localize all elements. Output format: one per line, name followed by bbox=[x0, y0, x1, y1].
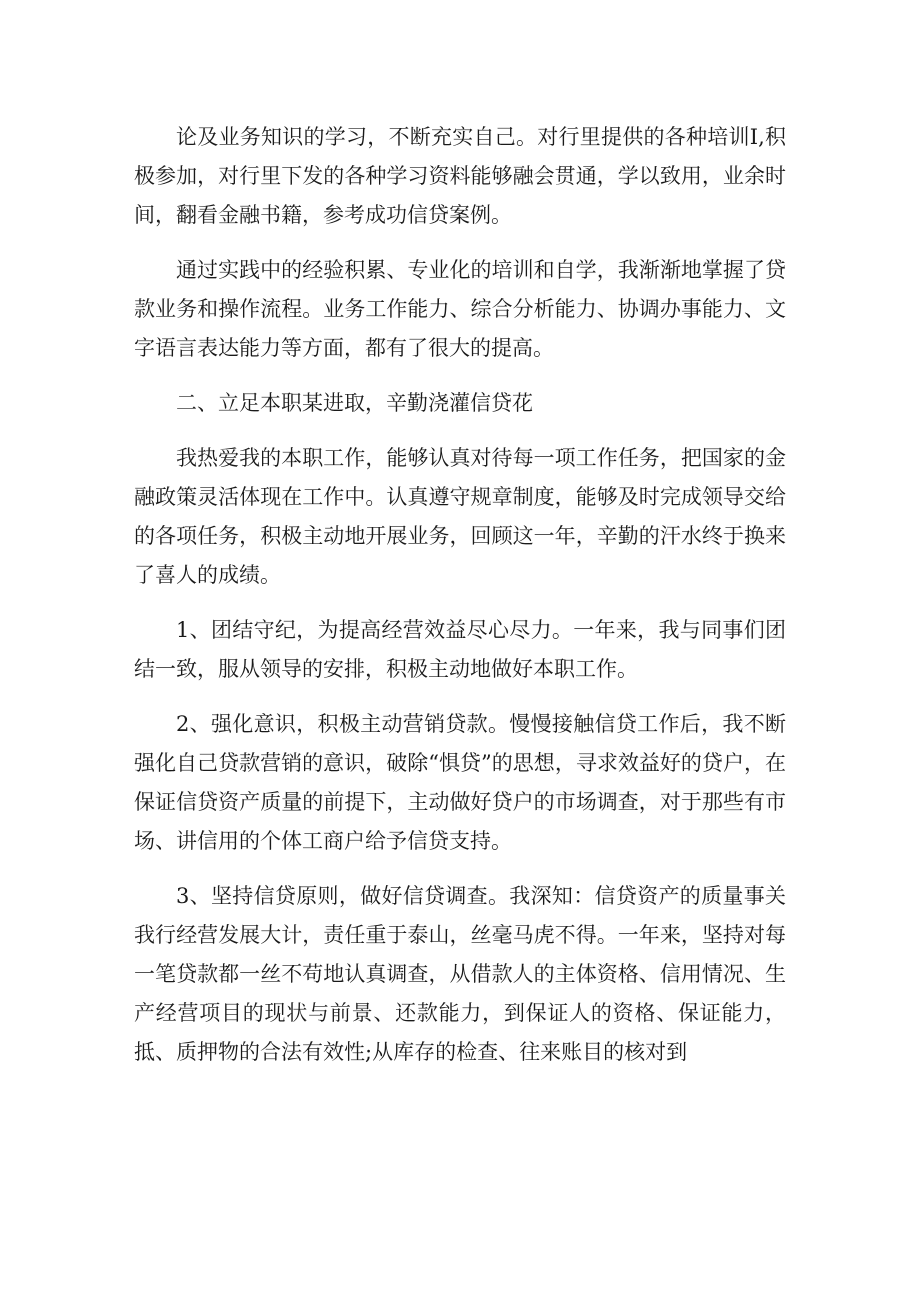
paragraph-5: 2、强化意识，积极主动营销贷款。慢慢接触信贷工作后，我不断强化自己贷款营销的意识，破除“惧贷”的思想，寻求效益好的贷户，在保证信贷资产质量的前提下，主动做好贷户的市场调查，对于那些有市场、讲信用的个体工商户给予信贷支持。 bbox=[134, 712, 786, 853]
paragraph-2: 通过实践中的经验积累、专业化的培训和自学，我渐渐地掌握了贷款业务和操作流程。业务工作能力、综合分析能力、协调办事能力、文字语言表达能力等方面，都有了很大的提高。 bbox=[134, 258, 786, 360]
section-heading: 二、立足本职某进取，辛勤浇灌信贷花 bbox=[176, 391, 533, 415]
paragraph-3: 我热爱我的本职工作，能够认真对待每一项工作任务，把国家的金融政策灵活体现在工作中。认真遵守规章制度，能够及时完成领导交给的各项任务，积极主动地开展业务，回顾这一年，辛勤的汗水终于换来了喜人的成绩。 bbox=[134, 446, 786, 587]
paragraph-1: 论及业务知识的学习，不断充实自己。对行里提供的各种培训I,积极参加，对行里下发的各种学习资料能够融会贯通，学以致用，业余时间，翻看金融书籍，参考成功信贷案例。 bbox=[134, 125, 786, 227]
paragraph-4: 1、团结守纪，为提高经营效益尽心尽力。一年来，我与同事们团结一致，服从领导的安排，积极主动地做好本职工作。 bbox=[134, 618, 786, 681]
paragraph-6: 3、坚持信贷原则，做好信贷调查。我深知：信贷资产的质量事关我行经营发展大计，责任重于泰山，丝毫马虎不得。一年来，坚持对每一笔贷款都一丝不苟地认真调查，从借款人的主体资格、信用情况、生产经营项目的现状与前景、还款能力，到保证人的资格、保证能力，抵、质押物的合法有效性;从库存的检查、往来账目的核对到 bbox=[134, 884, 786, 1064]
document-body bbox=[134, 118, 786, 1088]
